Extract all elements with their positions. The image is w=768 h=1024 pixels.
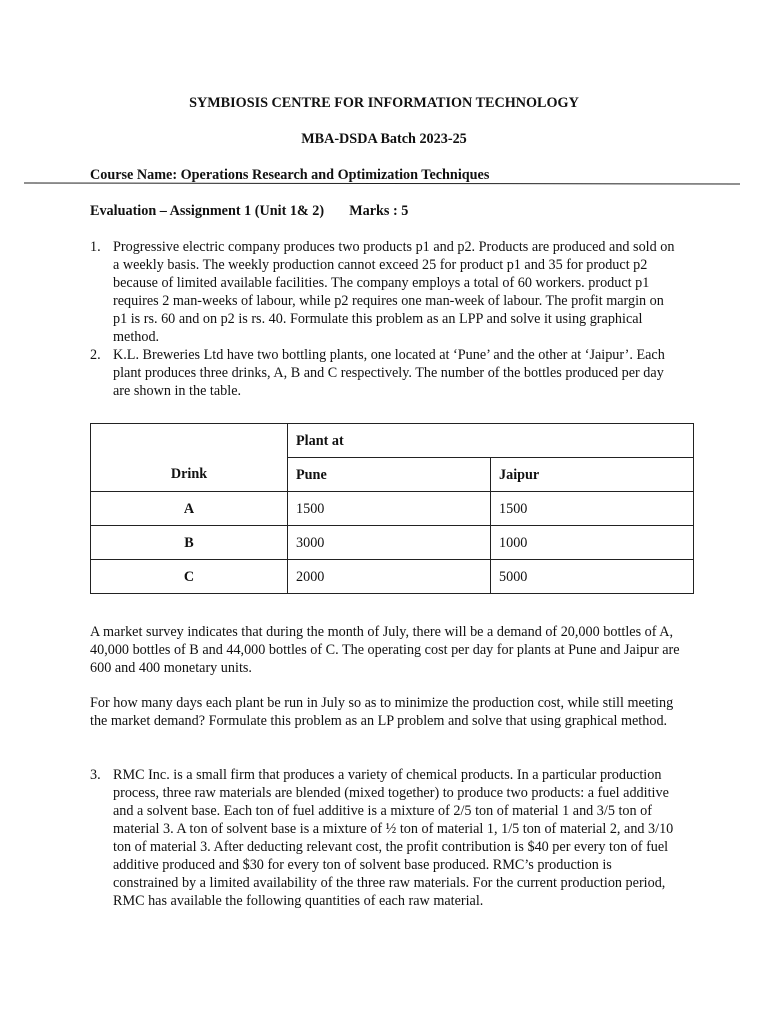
question-text: K.L. Breweries Ltd have two bottling plants, one located at ‘Pune’ and the other at ‘Jaipur’. Each plant produces three drinks, A, B and C respectively. The number of the bottles produced per day are shown in the table. — [113, 347, 665, 399]
question-list-3 — [90, 766, 680, 910]
table-row — [91, 560, 694, 594]
jaipur-cell: 5000 — [491, 560, 694, 594]
pune-cell: 1500 — [288, 492, 491, 526]
jaipur-header: Jaipur — [491, 458, 694, 492]
question-item — [90, 766, 680, 910]
institute-title: SYMBIOSIS CENTRE FOR INFORMATION TECHNOLOGY — [189, 95, 579, 111]
drink-cell: C — [91, 560, 288, 594]
question-item — [90, 238, 680, 346]
table-row — [91, 492, 694, 526]
question-text: RMC Inc. is a small firm that produces a variety of chemical products. In a particular production process, three raw materials are blended (mixed together) to produce two products: a fuel additive and a solvent base. Each ton of fuel additive is a mixture of 2/5 ton of material 1 and 3/5 ton of material 3. A ton of solvent base is a mixture of ½ ton of material 1, 1/5 ton of material 2, and 3/10 ton of material 3. After deducting relevant cost, the profit contribution is $40 per every ton of fuel additive produced and $30 for every ton of solvent base produced. RMC’s production is constrained by a limited availability of the three raw materials. For the current production period, RMC has available the following quantities of each raw material. — [113, 767, 674, 909]
pune-cell: 2000 — [288, 560, 491, 594]
plant-header: Plant at — [288, 424, 694, 458]
market-survey-paragraph: A market survey indicates that during the month of July, there will be a demand of 20,000 bottles of A, 40,000 bottles of B and 44,000 bottles of C. The operating cost per day for plants at Pune and Jaipur are 600 and 400 monetary units. — [90, 624, 680, 676]
table-row — [91, 526, 694, 560]
pune-header: Pune — [288, 458, 491, 492]
bottles-table — [90, 423, 694, 594]
question-number: 2. — [90, 347, 101, 363]
question-text: Progressive electric company produces two products p1 and p2. Products are produced and sold on a weekly basis. The weekly production cannot exceed 25 for product p1 and 35 for product p2 because of limited available facilities. The company employs a total of 60 workers. product p1 requires 2 man-weeks of labour, while p2 requires one man-week of labour. The profit margin on p1 is rs. 60 and on p2 is rs. 40. Formulate this problem as an LPP and solve it using graphical method. — [113, 239, 675, 345]
question-item — [90, 346, 680, 400]
question-number: 1. — [90, 239, 101, 255]
drink-cell: A — [91, 492, 288, 526]
batch-title: MBA-DSDA Batch 2023-25 — [301, 131, 467, 147]
pune-cell: 3000 — [288, 526, 491, 560]
evaluation-label: Evaluation – Assignment 1 (Unit 1& 2) — [90, 203, 325, 219]
marks-label: Marks : 5 — [349, 203, 409, 219]
minimize-cost-paragraph: For how many days each plant be run in July so as to minimize the production cost, while still meeting the market demand? Formulate this problem as an LP problem and solve that using graphical method. — [90, 695, 674, 729]
header-divider — [24, 183, 740, 185]
evaluation-line — [90, 202, 408, 220]
question-number: 3. — [90, 767, 101, 783]
jaipur-cell: 1500 — [491, 492, 694, 526]
jaipur-cell: 1000 — [491, 526, 694, 560]
drink-header: Drink — [91, 424, 288, 492]
question-list — [90, 238, 680, 400]
course-name: Course Name: Operations Research and Optimization Techniques — [90, 167, 490, 183]
table-header-row — [91, 424, 694, 458]
drink-cell: B — [91, 526, 288, 560]
